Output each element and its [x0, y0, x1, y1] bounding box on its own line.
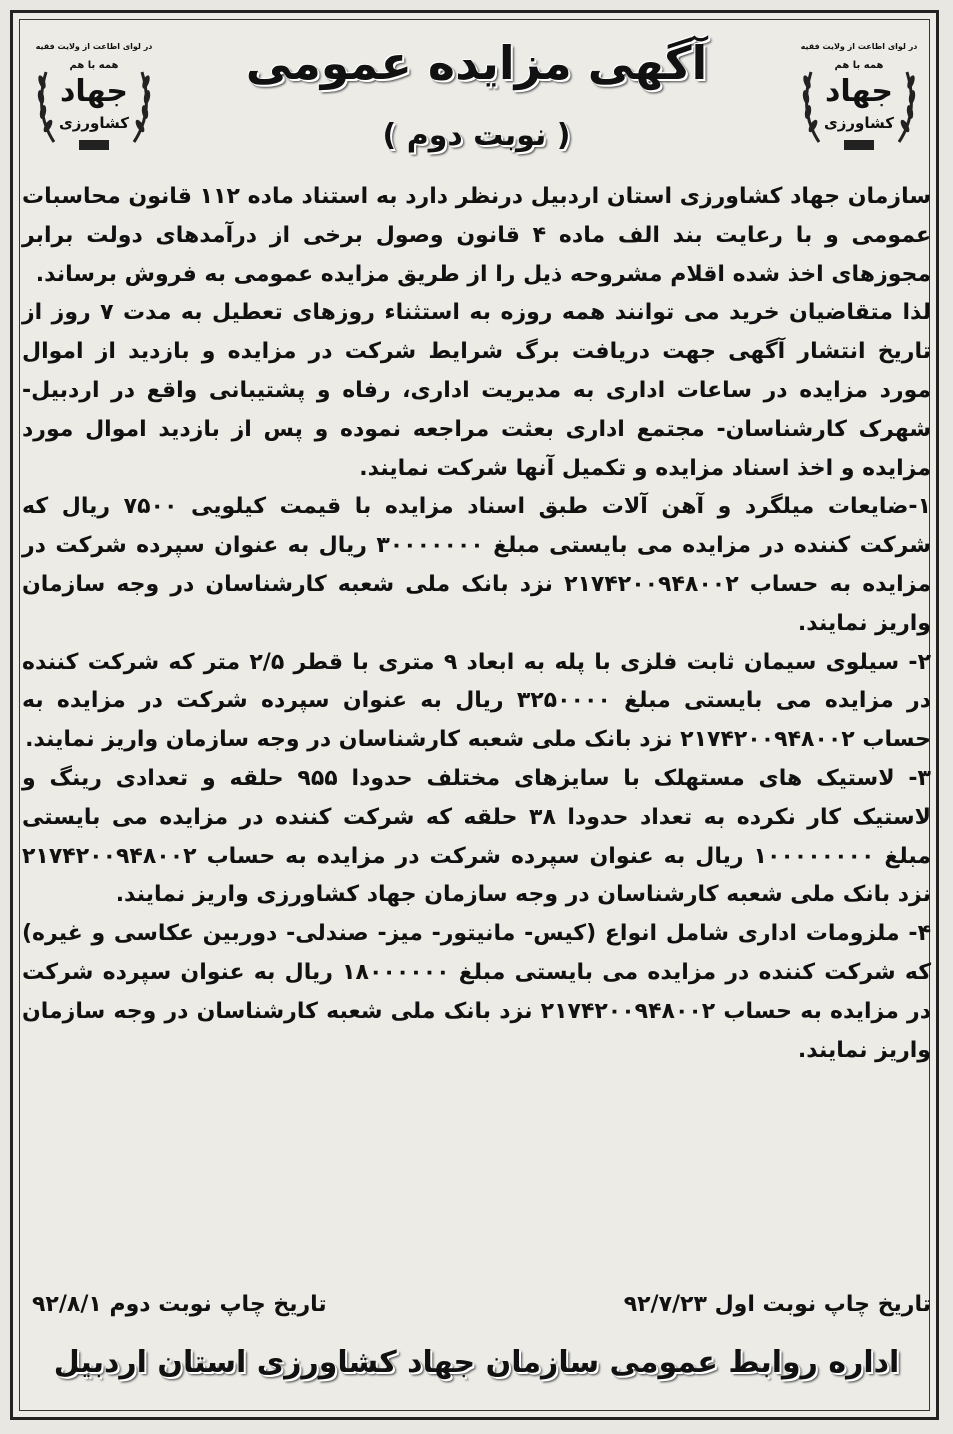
instructions-paragraph: لذا متقاضیان خرید می توانند همه روزه به استثناء روزهای تعطیل به مدت ۷ روز از تاریخ انتشار آگهی جهت دریافت برگ شرایط شرکت در مزایده و بازدید از اموال مورد مزایده در ساعات اداری به مدیریت اداری، رفاه و پشتیبانی واقع در اردبیل- شهرک کارشناسان- مجتمع اداری بعثت مراجعه نموده و پس از بازدید اموال مورد مزایده و اخذ اسناد مزایده و تکمیل آنها شرکت نمایند.: [22, 300, 932, 481]
auction-item-2: ۲- سیلوی سیمان ثابت فلزی با پله به ابعاد ۹ متری با قطر ۲/۵ متر که شرکت کننده در مزایده می بایستی مبلغ ۳۲۵۰۰۰۰ ریال به عنوان سپرده شرکت در مزایده به حساب ۲۱۷۴۲۰۰۹۴۸۰۰۲ نزد بانک ملی شعبه کارشناسان در وجه سازمان واریز نمایند.: [22, 649, 932, 753]
logo-main-text: جهاد: [824, 74, 894, 109]
first-print-date: تاریخ چاپ نوبت اول ۹۲/۷/۲۳: [623, 1292, 931, 1317]
footer-signature: اداره روابط عمومی سازمان جهاد کشاورزی استان اردبیل: [53, 1345, 900, 1380]
notice-title: آگهی مزایده عمومی: [245, 36, 708, 90]
logo-sub-text: کشاورزی: [824, 114, 894, 132]
logo-top-line: همه با هم: [834, 60, 884, 71]
logo-sub-text: کشاورزی: [59, 114, 129, 132]
logo-top-line: همه با هم: [69, 60, 119, 71]
notice-body: [22, 178, 931, 1070]
print-dates: [22, 1292, 931, 1332]
jihad-logo-left: [24, 22, 164, 162]
second-print-date: تاریخ چاپ نوبت دوم ۹۲/۸/۱: [32, 1292, 327, 1317]
jihad-logo-right: [789, 22, 929, 162]
auction-item-3: ۳- لاستیک های مستهلک با سایزهای مختلف حدودا ۹۵۵ حلقه و تعدادی رینگ و لاستیک کار نکرده به تعداد حدودا ۳۸ حلقه که شرکت کننده در مزایده می بایستی مبلغ ۱۰۰۰۰۰۰۰۰ ریال به عنوان سپرده شرکت در مزایده به حساب ۲۱۷۴۲۰۰۹۴۸۰۰۲ نزد بانک ملی شعبه کارشناسان در وجه سازمان جهاد کشاورزی واریز نمایند.: [22, 765, 931, 908]
logo-slogan: در لوای اطاعت از ولایت فقیه: [35, 42, 153, 51]
notice-subtitle: ( نوبت دوم ): [382, 118, 571, 153]
auction-item-1: ۱-ضایعات میلگرد و آهن آلات طبق اسناد مزایده با قیمت کیلویی ۷۵۰۰ ریال که شرکت کننده در مزایده می بایستی مبلغ ۳۰۰۰۰۰۰۰ ریال به عنوان سپرده شرکت در مزایده به حساب ۲۱۷۴۲۰۰۹۴۸۰۰۲ نزد بانک ملی شعبه کارشناسان در وجه سازمان واریز نمایند.: [22, 494, 932, 636]
intro-paragraph: سازمان جهاد کشاورزی استان اردبیل درنظر دارد به استناد ماده ۱۱۲ قانون محاسبات عمومی و با رعایت بند الف ماده ۴ قانون وصول برخی از درآمدهای دولت برابر مجوزهای اخذ شده اقلام مشروحه ذیل را از طریق مزایده عمومی به فروش برساند.: [22, 184, 931, 287]
logo-slogan: در لوای اطاعت از ولایت فقیه: [800, 42, 918, 51]
auction-item-4: ۴- ملزومات اداری شامل انواع (کیس- مانیتور- میز- صندلی- دوربین عکاسی و غیره) که شرکت کننده در مزایده می بایستی مبلغ ۱۸۰۰۰۰۰۰ ریال به عنوان سپرده شرکت در مزایده به حساب ۲۱۷۴۲۰۰۹۴۸۰۰۲ نزد بانک ملی شعبه کارشناسان در وجه سازمان واریز نمایند.: [22, 921, 932, 1063]
logo-main-text: جهاد: [59, 74, 129, 109]
